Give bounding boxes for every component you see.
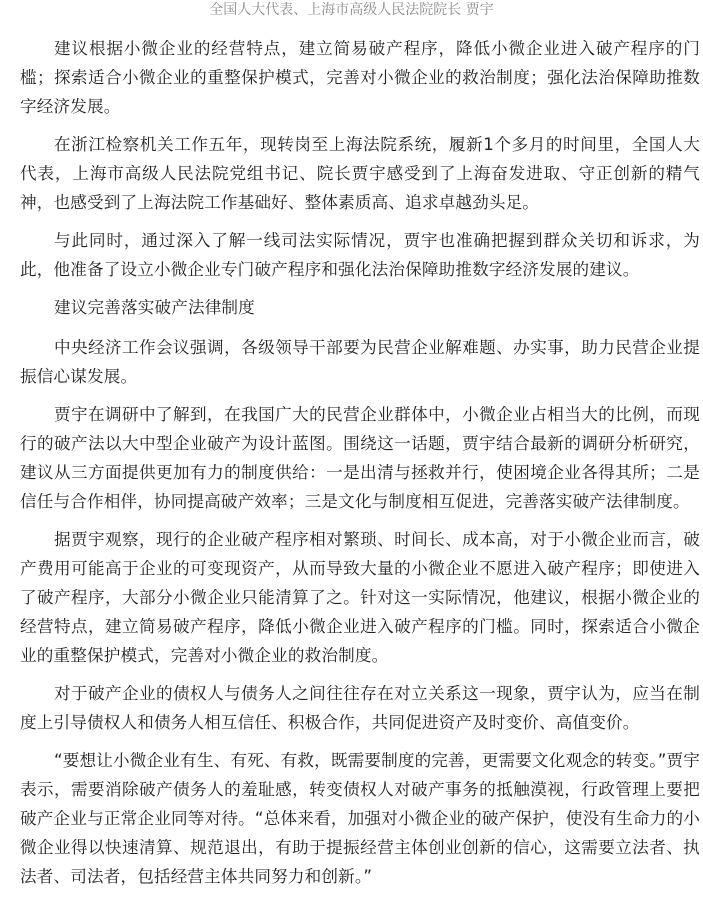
paragraph-conference: 中央经济工作会议强调，各级领导干部要为民营企业解难题、办实事，助力民营企业提振信心谋发展。 <box>20 338 700 386</box>
paragraph-creditor-debtor: 对于破产企业的债权人与债务人之间往往存在对立关系这一现象，贾宇认为，应当在制度上引导债权人和债务人相互信任、积极合作，共同促进资产及时变价、高值变价。 <box>20 684 700 732</box>
paragraph-observation: 据贾宇观察，现行的企业破产程序相对繁琐、时间长、成本高，对于小微企业而言，破产费用可能高于企业的可变现资产，从而导致大量的小微企业不愿进入破产程序；即使进入了破产程序，大部分小微企业只能清算了之。针对这一实际情况，他建议，根据小微企业的经营特点，建立简易破产程序，降低小微企业进入破产程序的门槛。同时，探索适合小微企业的重整保护模式，完善对小微企业的救治制度。 <box>20 530 700 665</box>
paragraph-background: 在浙江检察机关工作五年，现转岗至上海法院系统，履新1个多月的时间里，全国人大代表，上海市高级人民法院党组书记、院长贾宇感受到了上海奋发进取、守正创新的精气神，也感受到了上海法院工作基础好、整体素质高、追求卓越劲头足。 <box>20 135 700 212</box>
image-caption: 全国人大代表、上海市高级人民法院院长 贾宇 <box>209 2 494 18</box>
section-heading: 建议完善落实破产法律制度 <box>54 298 255 317</box>
paragraph-context: 与此同时，通过深入了解一线司法实际情况，贾宇也准确把握到群众关切和诉求，为此，他准备了设立小微企业专门破产程序和强化法治保障助推数字经济发展的建议。 <box>20 231 700 279</box>
paragraph-quote: “要想让小微企业有生、有死、有救，既需要制度的完善，更需要文化观念的转变。”贾宇表示，需要消除破产债务人的羞耻感，转变债权人对破产事务的抵触漠视，行政管理上要把破产企业与正常企业同等对待。“总体来看，加强对小微企业的破产保护，使没有生命力的小微企业得以快速清算、规范退出，有助于提振经营主体创业创新的信心，这需要立法者、执法者、司法者，包括经营主体共同努力和创新。” <box>20 751 700 886</box>
paragraph-proposal-summary: 建议根据小微企业的经营特点，建立简易破产程序，降低小微企业进入破产程序的门槛；探索适合小微企业的重整保护模式，完善对小微企业的救治制度；强化法治保障助推数字经济发展。 <box>20 39 700 116</box>
article-body <box>20 34 700 900</box>
paragraph-research: 贾宇在调研中了解到，在我国广大的民营企业群体中，小微企业占相当大的比例，而现行的破产法以大中型企业破产为设计蓝图。围绕这一话题，贾宇结合最新的调研分析研究，建议从三方面提供更加有力的制度供给：一是出清与拯救并行，使困境企业各得其所；二是信任与合作相伴，协同提高破产效率；三是文化与制度相互促进，完善落实破产法律制度。 <box>20 405 700 511</box>
